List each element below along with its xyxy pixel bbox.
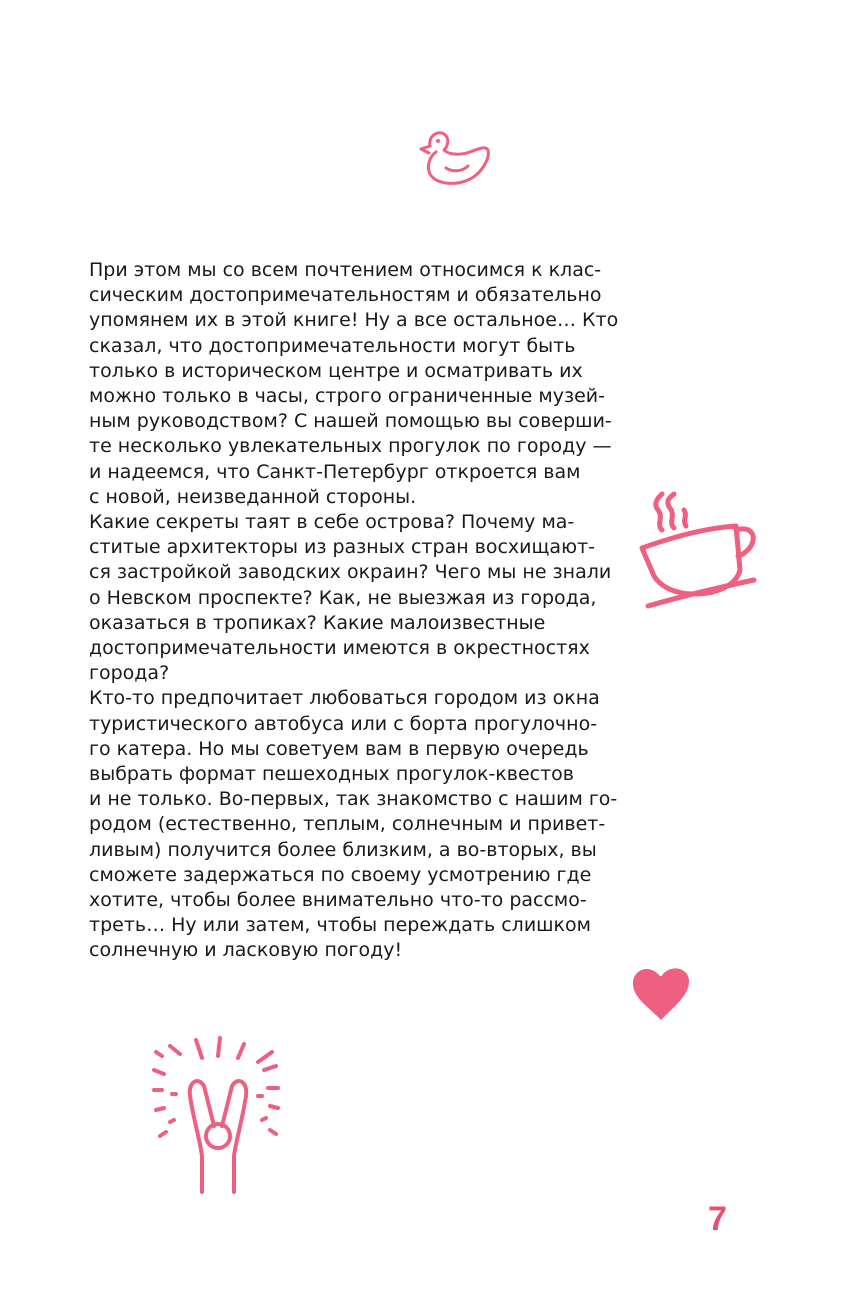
text-line: выбрать формат пешеходных прогулок-квестов (89, 763, 574, 786)
text-line: можно только в часы, строго ограниченные музей- (89, 385, 605, 408)
text-line: хотите, чтобы более внимательно что-то рассмо- (89, 889, 587, 912)
text-line: те несколько увлекательных прогулок по городу — (89, 435, 612, 458)
text-line: и надеемся, что Санкт-Петербург откроется вам (89, 460, 581, 483)
text-line: сможете задержаться по своему усмотрению где (89, 863, 592, 886)
text-line: солнечную и ласковую погоду! (89, 939, 403, 962)
text-line: го катера. Но мы советуем вам в первую очередь (89, 737, 589, 760)
text-line: с новой, неизведанной стороны. (89, 485, 417, 508)
text-line: туристического автобуса или с борта прогулочно- (89, 712, 598, 735)
text-line: упомянем их в этой книге! Ну а все остальное… Кто (89, 309, 619, 332)
duck-icon (418, 128, 492, 190)
text-line: сическим достопримечательностям и обязательно (89, 284, 602, 307)
heart-icon (630, 964, 692, 1022)
text-line: При этом мы со всем почтением относимся к клас- (89, 259, 602, 281)
text-line: достопримечательности имеются в окрестностях (89, 637, 590, 660)
body-text (89, 258, 619, 964)
text-line: оказаться в тропиках? Какие малоизвестные (89, 611, 546, 634)
text-line: и не только. Во-первых, так знакомство с нашим го- (89, 788, 618, 811)
text-line: города? (89, 662, 170, 685)
text-line: треть… Ну или затем, чтобы переждать слишком (89, 914, 591, 937)
teacup-icon (636, 490, 762, 622)
hands-up-icon (146, 1036, 296, 1196)
text-line: о Невском проспекте? Как, не выезжая из города, (89, 586, 597, 609)
text-line: ся застройкой заводских окраин? Чего мы не знали (89, 561, 612, 584)
text-line: ливым) получится более близким, а во-вторых, вы (89, 838, 597, 861)
text-line: Какие секреты таят в себе острова? Почему ма- (89, 511, 575, 534)
text-line: Кто-то предпочитает любоваться городом из окна (89, 687, 600, 710)
page-number: 7 (708, 1200, 727, 1238)
text-line: только в историческом центре и осматривать их (89, 359, 583, 382)
text-line: ным руководством? С нашей помощью вы соверши- (89, 410, 612, 433)
text-line: родом (естественно, теплым, солнечным и привет- (89, 813, 606, 836)
text-line: сказал, что достопримечательности могут быть (89, 334, 576, 357)
text-line: ститые архитекторы из разных стран восхищают- (89, 536, 595, 559)
